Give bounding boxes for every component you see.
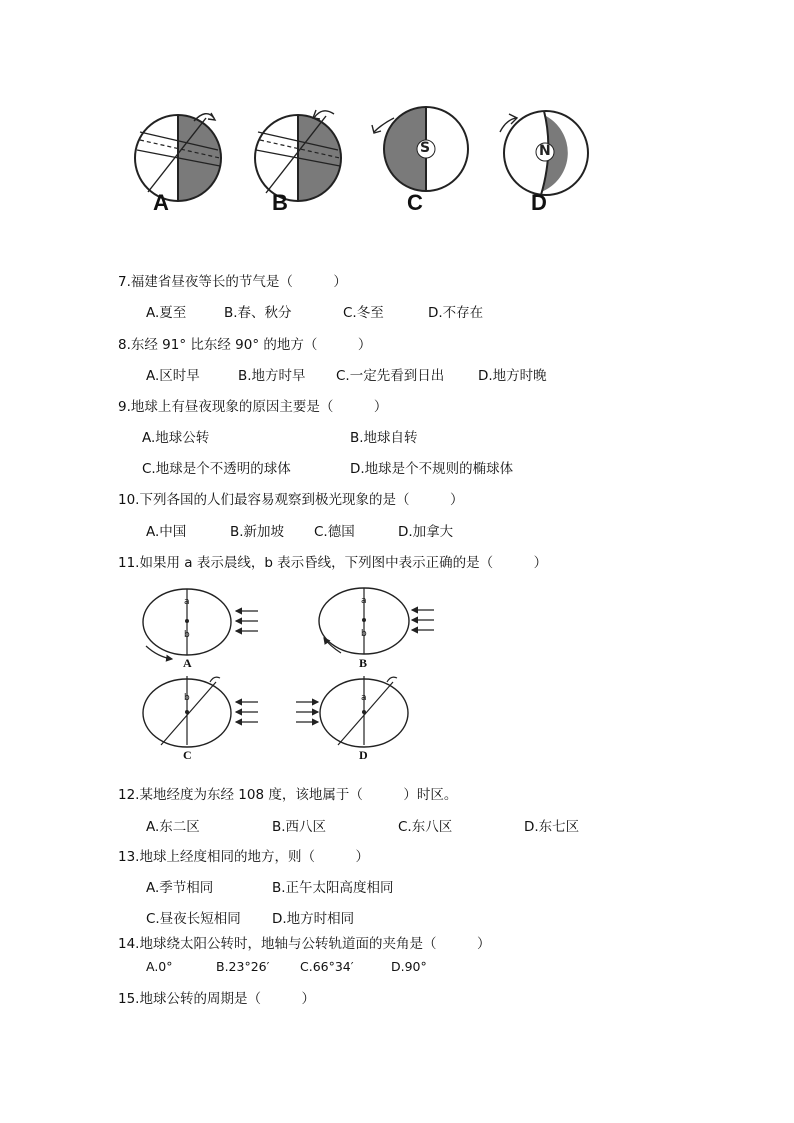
diagram-c-label: C xyxy=(183,748,192,762)
q8-option-a: A.区时早 xyxy=(146,368,200,384)
pole-n-label: N xyxy=(539,143,551,159)
pole-s-label: S xyxy=(420,140,431,156)
q9-option-b: B.地球自转 xyxy=(350,430,418,446)
globe-c-label: C xyxy=(407,190,423,215)
q10-option-c: C.德国 xyxy=(314,524,355,540)
q12-option-c: C.东八区 xyxy=(398,819,453,835)
globe-a-label: A xyxy=(153,190,169,215)
q12-option-b: B.西八区 xyxy=(272,819,327,835)
q13-option-d: D.地方时相同 xyxy=(272,911,355,927)
q9-option-a: A.地球公转 xyxy=(142,430,210,446)
question-15: 15.地球公转的周期是（ ） xyxy=(118,991,315,1007)
q10-option-d: D.加拿大 xyxy=(398,524,454,540)
diagram-a-line-a: a xyxy=(184,597,190,607)
question-7: 7.福建省昼夜等长的节气是（ ） xyxy=(118,274,347,290)
q12-option-a: A.东二区 xyxy=(146,819,200,835)
question-9: 9.地球上有昼夜现象的原因主要是（ ） xyxy=(118,399,388,415)
q14-option-d: D.90° xyxy=(391,959,427,974)
q10-option-a: A.中国 xyxy=(146,524,187,540)
question-12: 12.某地经度为东经 108 度，该地属于（ ）时区。 xyxy=(118,787,458,803)
q8-option-b: B.地方时早 xyxy=(238,368,306,384)
question-10: 10.下列各国的人们最容易观察到极光现象的是（ ） xyxy=(118,492,464,508)
globe-b-label: B xyxy=(272,190,288,215)
q9-option-d: D.地球是个不规则的椭球体 xyxy=(350,461,514,477)
diagram-b xyxy=(319,588,434,654)
question-8: 8.东经 91° 比东经 90° 的地方（ ） xyxy=(118,337,372,353)
q13-option-a: A.季节相同 xyxy=(146,880,214,896)
diagram-a-line-b: b xyxy=(184,630,190,640)
q9-option-c: C.地球是个不透明的球体 xyxy=(142,461,291,477)
diagram-c-line-b: b xyxy=(184,693,190,703)
q14-option-c: C.66°34′ xyxy=(300,959,354,974)
globe-d-label: D xyxy=(531,190,547,215)
q7-option-d: D.不存在 xyxy=(428,305,484,321)
q13-option-b: B.正午太阳高度相同 xyxy=(272,880,394,896)
diagram-d-label: D xyxy=(359,748,368,762)
q14-option-b: B.23°26′ xyxy=(216,959,270,974)
diagram-b-label: B xyxy=(359,656,368,670)
q10-option-b: B.新加坡 xyxy=(230,524,285,540)
diagram-d-line-a: a xyxy=(361,693,367,703)
q8-option-c: C.一定先看到日出 xyxy=(336,368,445,384)
q8-option-d: D.地方时晚 xyxy=(478,368,547,384)
q12-option-d: D.东七区 xyxy=(524,819,580,835)
diagram-c xyxy=(143,676,258,747)
q14-option-a: A.0° xyxy=(146,959,173,974)
diagram-a-label: A xyxy=(183,656,192,670)
q7-option-a: A.夏至 xyxy=(146,305,187,321)
diagram-b-line-a: a xyxy=(361,596,367,606)
question-13: 13.地球上经度相同的地方，则（ ） xyxy=(118,849,369,865)
q13-option-c: C.昼夜长短相同 xyxy=(146,911,241,927)
question-14: 14.地球绕太阳公转时，地轴与公转轨道面的夹角是（ ） xyxy=(118,936,491,952)
q7-option-b: B.春、秋分 xyxy=(224,305,292,321)
q7-option-c: C.冬至 xyxy=(343,305,384,321)
diagram-a xyxy=(143,589,258,659)
diagram-b-line-b: b xyxy=(361,629,367,639)
question-11: 11.如果用 a 表示晨线，b 表示昏线，下列图中表示正确的是（ ） xyxy=(118,555,548,571)
diagram-d xyxy=(296,676,408,747)
